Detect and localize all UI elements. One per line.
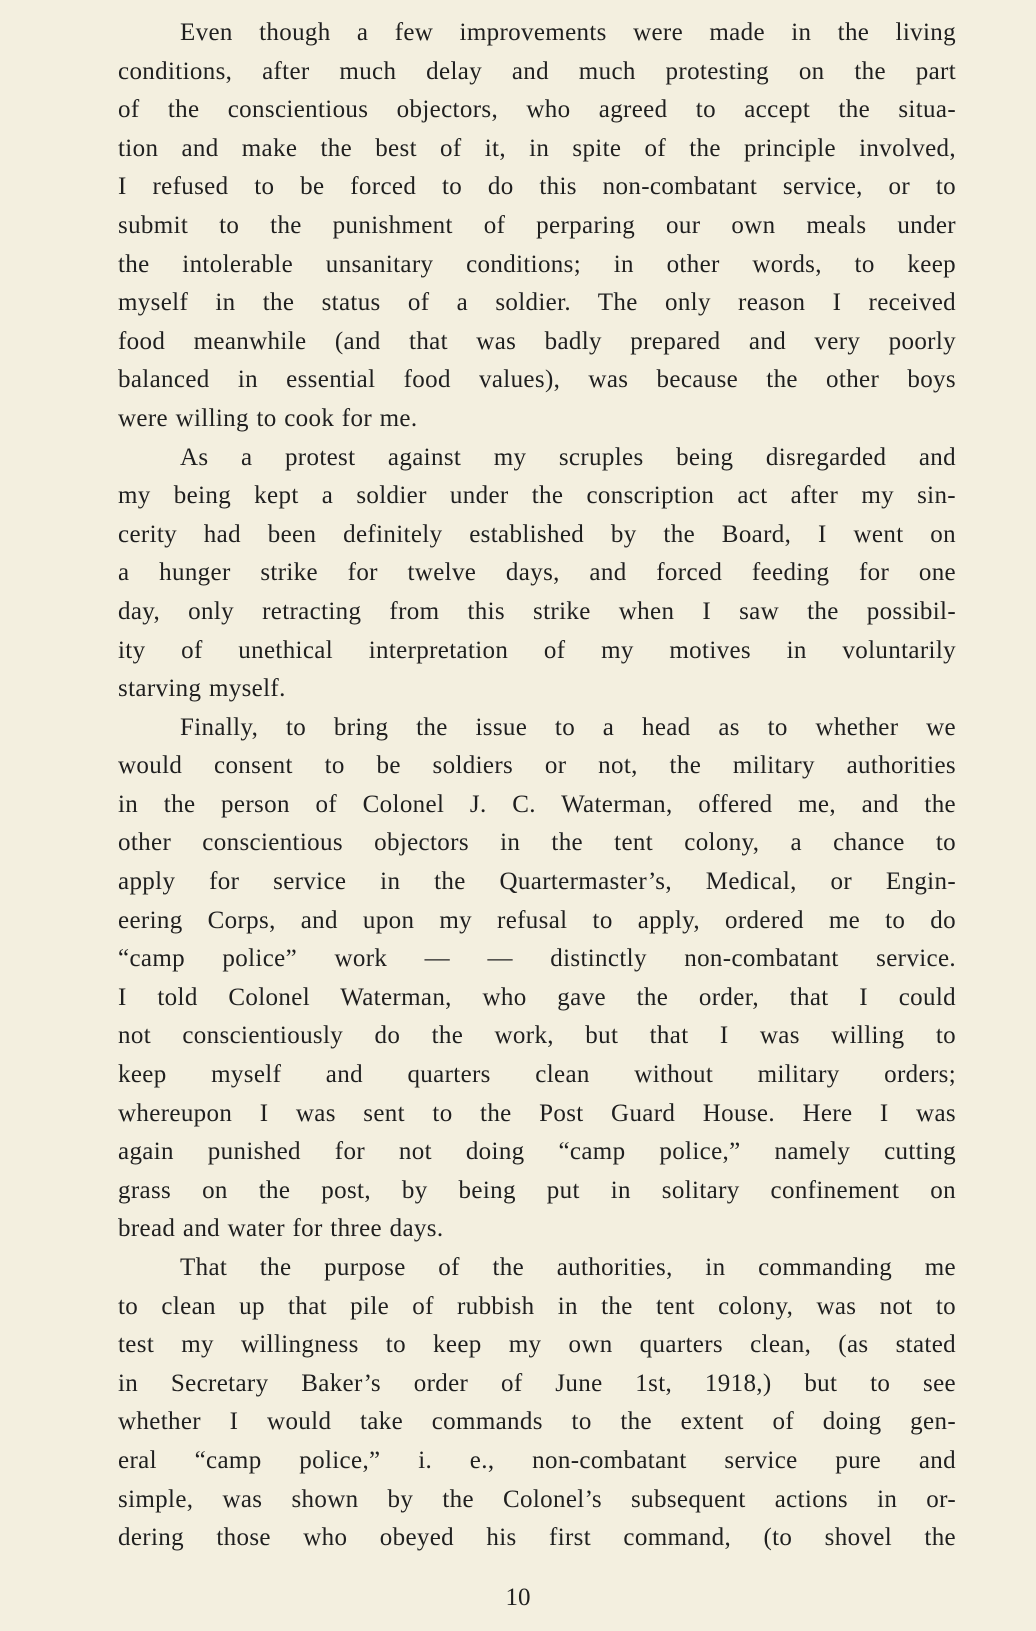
text-line: eral “camp police,” i. e., non-combatant service pure and: [118, 1446, 956, 1474]
paragraph-4: [56, 1249, 956, 1558]
text-line: whereupon I was sent to the Post Guard House. Here I was: [118, 1099, 956, 1127]
text-line: would consent to be soldiers or not, the military authorities: [118, 752, 956, 780]
text-line: tion and make the best of it, in spite of the principle involved,: [118, 134, 956, 162]
text-line: apply for service in the Quartermaster’s, Medical, or Engin-: [118, 868, 956, 896]
text-line: were willing to cook for me.: [118, 404, 418, 432]
text-line: submit to the punishment of perparing our own meals under: [118, 211, 956, 239]
text-line: conditions, after much delay and much protesting on the part: [118, 57, 956, 85]
text-line: other conscientious objectors in the tent colony, a chance to: [118, 829, 956, 857]
paragraph-1: [56, 14, 956, 439]
text-line: dering those who obeyed his first command, (to shovel the: [118, 1524, 956, 1552]
text-line: I told Colonel Waterman, who gave the order, that I could: [118, 983, 956, 1011]
text-line: food meanwhile (and that was badly prepared and very poorly: [118, 327, 956, 355]
body-text: [56, 14, 956, 1558]
text-line: of the conscientious objectors, who agreed to accept the situa-: [118, 96, 956, 124]
text-line: I refused to be forced to do this non-combatant service, or to: [118, 173, 956, 201]
text-line: As a protest against my scruples being disregarded and: [180, 443, 956, 471]
text-line: starving myself.: [118, 675, 286, 703]
text-line: simple, was shown by the Colonel’s subsequent actions in or-: [118, 1485, 956, 1513]
text-line: not conscientiously do the work, but that I was willing to: [118, 1022, 956, 1050]
text-line: That the purpose of the authorities, in commanding me: [180, 1254, 956, 1281]
text-line: again punished for not doing “camp police,” namely cutting: [118, 1138, 956, 1166]
text-line: whether I would take commands to the extent of doing gen-: [118, 1408, 956, 1436]
text-line: “camp police” work — — distinctly non-combatant service.: [118, 945, 956, 973]
text-line: bread and water for three days.: [118, 1215, 444, 1243]
page-number: 10: [505, 1584, 531, 1611]
text-line: Finally, to bring the issue to a head as to whether we: [180, 713, 956, 741]
text-line: my being kept a soldier under the conscription act after my sin-: [118, 482, 956, 510]
text-line: test my willingness to keep my own quarters clean, (as stated: [118, 1331, 956, 1359]
paragraph-3: [56, 709, 956, 1249]
text-line: balanced in essential food values), was because the other boys: [118, 366, 956, 394]
text-line: in the person of Colonel J. C. Waterman, offered me, and the: [118, 790, 956, 818]
text-line: ity of unethical interpretation of my motives in voluntarily: [118, 636, 956, 664]
text-line: keep myself and quarters clean without military orders;: [118, 1061, 956, 1089]
text-line: day, only retracting from this strike when I saw the possibil-: [118, 597, 956, 625]
text-line: cerity had been definitely established by the Board, I went on: [118, 520, 956, 548]
paragraph-2: [56, 439, 956, 709]
text-line: Even though a few improvements were made in the living: [180, 19, 956, 46]
text-line: myself in the status of a soldier. The only reason I received: [118, 289, 956, 317]
text-line: to clean up that pile of rubbish in the tent colony, was not to: [118, 1292, 956, 1320]
text-line: in Secretary Baker’s order of June 1st, 1918,) but to see: [118, 1369, 956, 1397]
text-line: eering Corps, and upon my refusal to apply, ordered me to do: [118, 906, 956, 934]
text-line: a hunger strike for twelve days, and forced feeding for one: [118, 559, 956, 587]
text-line: the intolerable unsanitary conditions; in other words, to keep: [118, 250, 956, 278]
text-line: grass on the post, by being put in solitary confinement on: [118, 1176, 956, 1204]
